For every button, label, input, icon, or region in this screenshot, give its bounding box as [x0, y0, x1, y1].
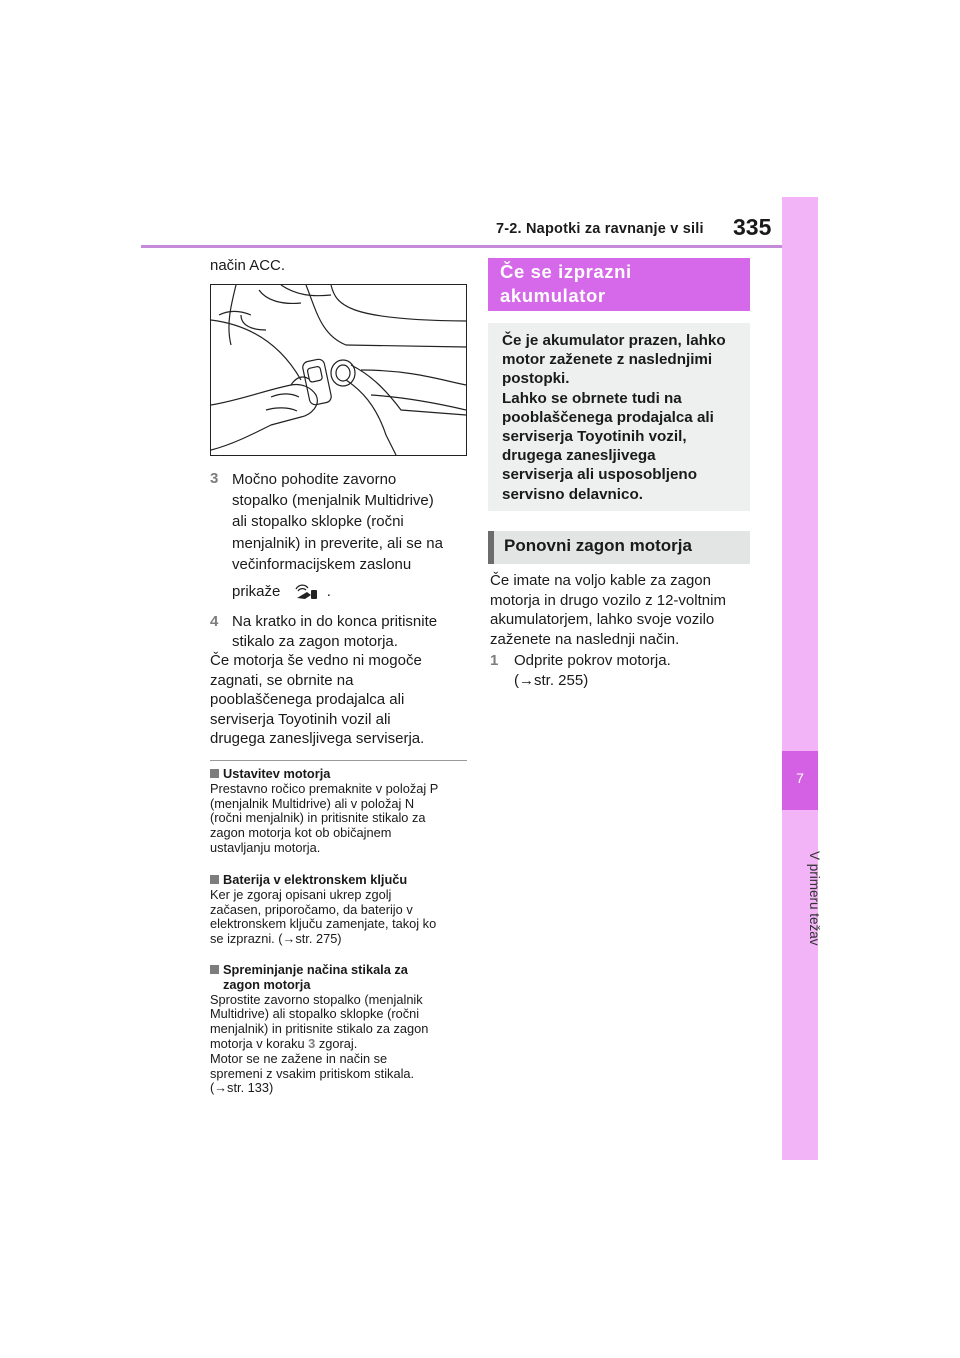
- paragraph-line: Če imate na voljo kable za zagon: [490, 572, 711, 589]
- square-bullet-icon: [210, 769, 219, 778]
- note-stop-engine: [210, 767, 472, 856]
- step-3-line: ali stopalko sklopke (ročni: [232, 513, 404, 531]
- restart-section-title: Ponovni zagon motorja: [488, 531, 750, 564]
- step-4-text: [232, 612, 472, 651]
- square-bullet-icon: [210, 875, 219, 884]
- note-line: menjalnik) in pritisnite stikalo za zagon: [210, 1021, 429, 1037]
- step-3-text: [232, 469, 472, 602]
- restart-paragraph: [490, 571, 760, 649]
- paragraph-line: serviserja Toyotinih vozil ali: [210, 710, 391, 728]
- note-line: Sprostite zavorno stopalko (menjalnik: [210, 991, 423, 1007]
- step-3-line: menjalnik) in preverite, ali se na: [232, 534, 443, 552]
- paragraph-line: drugega zanesljivega serviserja.: [210, 730, 425, 747]
- note-line: se izprazni. (→str. 275): [210, 931, 342, 947]
- paragraph-line: Če motorja še vedno ni mogoče: [210, 652, 422, 669]
- step-3-line: večinformacijskem zaslonu: [232, 555, 412, 573]
- step-3-number: 3: [210, 470, 219, 487]
- note-line: ustavljanju motorja.: [210, 839, 321, 855]
- note-line: Prestavno ročico premaknite v položaj P: [210, 780, 439, 796]
- step-3-line-last: prikaže .: [232, 583, 331, 601]
- battery-section-title: Če se izprazni akumulator: [488, 258, 750, 311]
- paragraph-line: motorja in drugo vozilo z 12-voltnim: [490, 591, 726, 609]
- step-1-number: 1: [490, 652, 499, 669]
- paragraph-line: akumulatorjem, lahko svoje vozilo: [490, 611, 715, 628]
- step-1-text: [514, 651, 754, 690]
- info-line: serviserja ali usposobljeno: [502, 466, 697, 484]
- info-line: postopki.: [502, 370, 570, 388]
- key-indicator-icon: [293, 582, 319, 600]
- header-divider: [141, 245, 782, 248]
- step-3-line: stopalko (menjalnik Multidrive): [232, 492, 434, 510]
- info-line: pooblaščenega prodajalca ali: [502, 408, 714, 426]
- notes-divider: [210, 760, 467, 761]
- note-line: (→str. 133): [210, 1080, 274, 1096]
- paragraph-line: zagnati, se obrnite na: [210, 671, 354, 689]
- chapter-tab-strip: [782, 197, 818, 1160]
- step-3-line: Močno pohodite zavorno: [232, 471, 397, 488]
- paragraph-line: pooblaščenega prodajalca ali: [210, 691, 405, 708]
- info-line: serviserja Toyotinih vozil,: [502, 428, 687, 446]
- note-line: (menjalnik Multidrive) ali v položaj N: [210, 795, 415, 811]
- note-key-battery: [210, 873, 472, 947]
- key-fob-illustration: [211, 285, 466, 455]
- note-line: spremeni z vsakim pritiskom stikala.: [210, 1065, 415, 1081]
- info-line: Če je akumulator prazen, lahko: [502, 332, 726, 349]
- square-bullet-icon: [210, 965, 219, 974]
- battery-info-box: [488, 323, 750, 511]
- paragraph-line: zaženete na naslednji način.: [490, 630, 680, 648]
- step-4-line: stikalo za zagon motorja.: [232, 632, 398, 650]
- note-line: začasen, priporočamo, da baterijo v: [210, 901, 413, 917]
- left-paragraph: [210, 651, 472, 749]
- note-title: Ustavitev motorja: [210, 767, 472, 782]
- note-line: motorja v koraku 3 zgoraj.: [210, 1035, 358, 1051]
- info-line: motor zaženete z naslednjimi: [502, 351, 713, 369]
- note-title: Baterija v elektronskem ključu: [210, 873, 472, 888]
- chapter-number: 7: [796, 770, 804, 786]
- step-1-line: Odprite pokrov motorja.: [514, 652, 671, 669]
- note-title-cont: zagon motorja: [223, 976, 311, 992]
- step-4-number: 4: [210, 613, 219, 630]
- note-switch-mode: [210, 963, 472, 1096]
- page-number: 335: [733, 214, 772, 240]
- note-line: Multidrive) ali stopalko sklopke (ročni: [210, 1006, 420, 1022]
- illustration-key-fob: [210, 284, 467, 456]
- info-line: servisno delavnico.: [502, 485, 643, 503]
- info-line: Lahko se obrnete tudi na: [502, 389, 682, 407]
- note-line: Motor se ne zažene in način se: [210, 1050, 388, 1066]
- note-line: elektronskem ključu zamenjate, takoj ko: [210, 916, 437, 932]
- step-4-line: Na kratko in do konca pritisnite: [232, 613, 438, 630]
- info-line: drugega zanesljivega: [502, 447, 656, 465]
- section-title: 7-2. Napotki za ravnanje v sili: [496, 221, 704, 237]
- step-1-line: (→str. 255): [514, 671, 589, 689]
- note-line: zagon motorja kot ob običajnem: [210, 825, 392, 841]
- note-line: (ročni menjalnik) in pritisnite stikalo za: [210, 810, 426, 826]
- note-title: Spreminjanje načina stikala za: [210, 963, 472, 978]
- chapter-label: V primeru težav: [807, 850, 822, 946]
- note-line: Ker je zgoraj opisani ukrep zgolj: [210, 886, 392, 902]
- intro-text: način ACC.: [210, 257, 286, 274]
